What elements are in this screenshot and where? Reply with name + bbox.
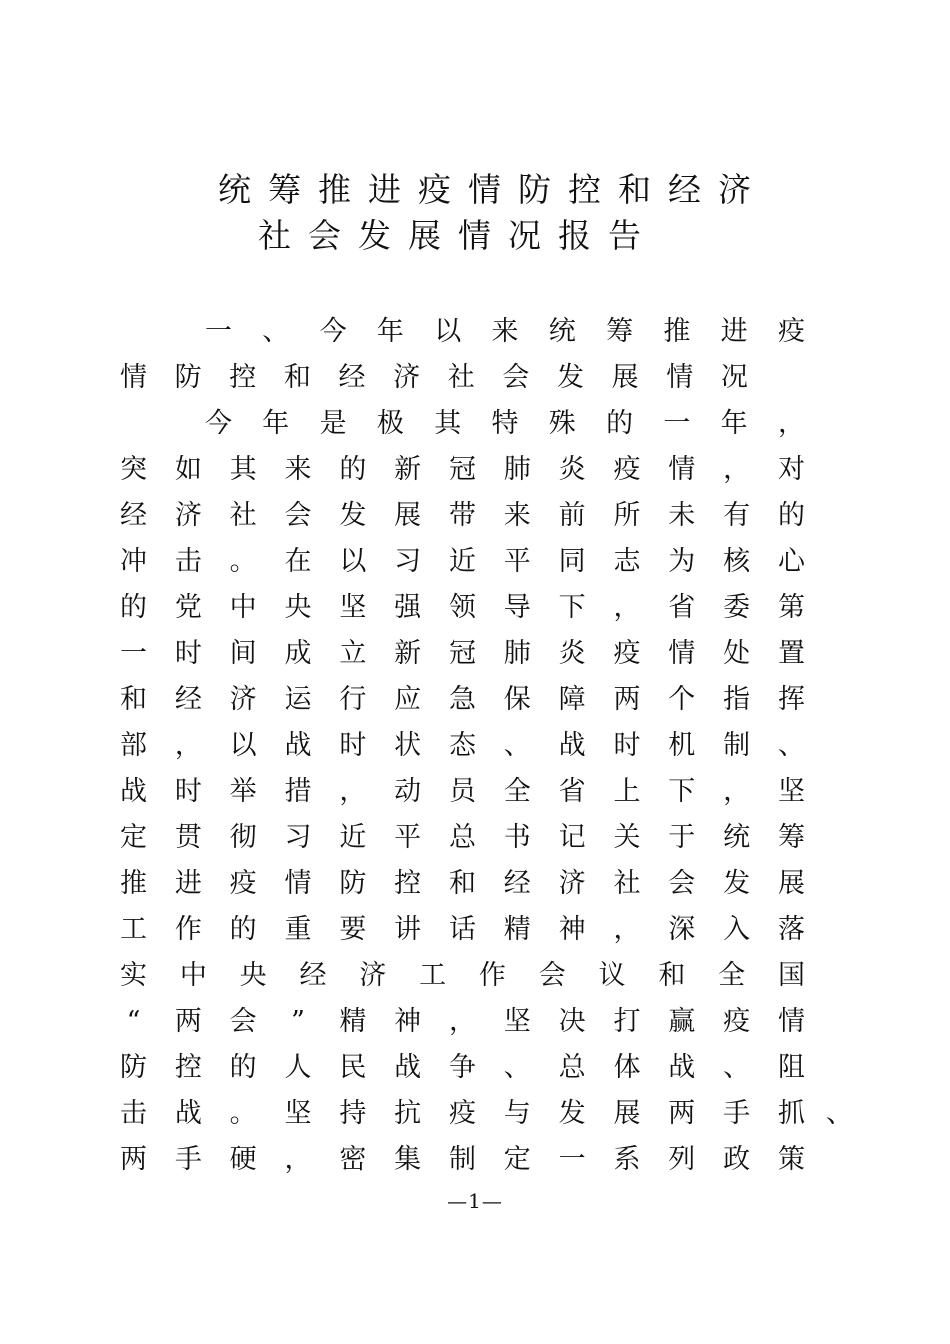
text-char: 一 <box>120 638 147 669</box>
text-char: 情 <box>666 362 694 393</box>
text-char: 打 <box>613 1006 641 1037</box>
text-char: 保 <box>503 684 531 715</box>
text-char: 急 <box>448 684 476 715</box>
text-char: 情 <box>120 362 147 393</box>
text-char: 省 <box>558 776 586 807</box>
text-char: ， <box>777 408 805 439</box>
text-char: 精 <box>339 1006 367 1037</box>
text-char: 情 <box>668 454 696 485</box>
text-char: 经 <box>120 500 147 531</box>
body-line <box>120 815 805 861</box>
text-char: 党 <box>174 592 202 623</box>
text-char: 彻 <box>229 822 257 853</box>
text-char: 民 <box>339 1052 367 1083</box>
text-char: 时 <box>174 638 202 669</box>
text-char: ， <box>723 776 751 807</box>
text-char: 工 <box>120 914 147 945</box>
text-char: 实 <box>120 960 147 991</box>
body-line <box>120 907 805 953</box>
text-char: 机 <box>668 730 696 761</box>
text-char: 的 <box>229 914 257 945</box>
text-char: 与 <box>503 1098 531 1129</box>
text-char: 疫 <box>448 1098 476 1129</box>
text-char: ， <box>339 776 367 807</box>
text-char: 两 <box>120 1144 147 1175</box>
text-char: 控 <box>174 1052 202 1083</box>
text-char: 坚 <box>503 1006 531 1037</box>
text-char: 炎 <box>558 454 586 485</box>
text-char: 动 <box>394 776 422 807</box>
body-line <box>120 1045 805 1091</box>
text-char: 筹 <box>777 822 805 853</box>
text-char: 落 <box>777 914 805 945</box>
text-char: 会 <box>284 500 312 531</box>
text-char: 成 <box>284 638 312 669</box>
text-char: “ <box>126 1006 141 1037</box>
title-line-1: 统筹推进疫情防控和经济 <box>218 170 768 209</box>
section-heading-line-1 <box>205 309 805 355</box>
text-char: 肺 <box>503 454 531 485</box>
text-char: 新 <box>394 454 422 485</box>
text-char: 神 <box>394 1006 422 1037</box>
text-char: 重 <box>284 914 312 945</box>
text-char: 人 <box>284 1052 312 1083</box>
text-char: 于 <box>668 822 696 853</box>
text-char: 推 <box>663 316 691 347</box>
text-char: 两 <box>613 684 641 715</box>
text-char: 发 <box>557 362 584 393</box>
text-char: 近 <box>448 546 476 577</box>
text-char: 关 <box>613 822 641 853</box>
text-char: 社 <box>613 868 641 899</box>
text-char: 会 <box>229 1006 257 1037</box>
text-char: 疫 <box>229 868 257 899</box>
text-char: ， <box>284 1144 312 1175</box>
body-line <box>120 631 805 677</box>
text-char: 经 <box>299 960 327 991</box>
text-char: 今 <box>205 408 232 439</box>
text-char: 会 <box>502 362 530 393</box>
page-number: —1— <box>447 1189 503 1213</box>
text-char: 障 <box>558 684 586 715</box>
text-char: 上 <box>613 776 641 807</box>
text-char: ， <box>723 454 751 485</box>
text-char: 未 <box>668 500 696 531</box>
text-char: 以 <box>229 730 257 761</box>
text-char: 志 <box>613 546 641 577</box>
text-char: 会 <box>538 960 566 991</box>
text-char: 济 <box>558 868 586 899</box>
text-char: 经 <box>338 362 366 393</box>
text-char: 深 <box>668 914 696 945</box>
text-char: 控 <box>394 868 422 899</box>
text-char: 战 <box>284 730 312 761</box>
text-char: 战 <box>120 776 147 807</box>
text-char: 有 <box>723 500 751 531</box>
text-char: 极 <box>376 408 404 439</box>
text-char: 战 <box>558 730 586 761</box>
body-line <box>120 585 805 631</box>
text-char: 新 <box>394 638 422 669</box>
text-char: 下 <box>558 592 586 623</box>
text-char: 硬 <box>229 1144 257 1175</box>
text-char: 作 <box>478 960 506 991</box>
text-char: 措 <box>284 776 312 807</box>
text-char: 在 <box>284 546 312 577</box>
text-char: 同 <box>558 546 586 577</box>
text-char: 其 <box>229 454 257 485</box>
text-char: 和 <box>448 868 476 899</box>
text-char: 两 <box>174 1006 202 1037</box>
text-char: 策 <box>777 1144 805 1175</box>
text-char: 坚 <box>284 1098 312 1129</box>
text-char: 来 <box>491 316 519 347</box>
text-char: 行 <box>339 684 367 715</box>
text-char: 导 <box>503 592 531 623</box>
text-char: 年 <box>262 408 290 439</box>
section-heading-line-2 <box>120 355 748 401</box>
body-line <box>120 723 805 769</box>
text-char: 要 <box>339 914 367 945</box>
text-char: 举 <box>229 776 257 807</box>
text-char: 的 <box>606 408 634 439</box>
text-char: 手 <box>174 1144 202 1175</box>
text-char: 抓 <box>777 1098 805 1129</box>
text-char: 时 <box>174 776 202 807</box>
text-char: 部 <box>120 730 147 761</box>
text-char: 全 <box>503 776 531 807</box>
text-char: 济 <box>393 362 421 393</box>
text-char: 的 <box>339 454 367 485</box>
text-char: 防 <box>120 1052 147 1083</box>
text-char: 以 <box>339 546 367 577</box>
text-char: 坚 <box>339 592 367 623</box>
text-char: 今 <box>319 316 347 347</box>
body-line <box>205 401 805 447</box>
text-char: 间 <box>229 638 257 669</box>
text-char: 央 <box>239 960 267 991</box>
text-char: 冠 <box>448 454 476 485</box>
text-char: 冲 <box>120 546 147 577</box>
text-char: 、 <box>777 730 805 761</box>
text-char: 前 <box>558 500 586 531</box>
text-char: 统 <box>723 822 751 853</box>
text-char: 总 <box>558 1052 586 1083</box>
body-line <box>120 1137 805 1183</box>
text-char: 体 <box>613 1052 641 1083</box>
text-char: 时 <box>613 730 641 761</box>
text-char: 强 <box>394 592 422 623</box>
text-char: 控 <box>229 362 257 393</box>
text-char: 时 <box>339 730 367 761</box>
text-char: 展 <box>394 500 422 531</box>
text-char: 突 <box>120 454 147 485</box>
text-char: 肺 <box>503 638 531 669</box>
text-char: 手 <box>723 1098 751 1129</box>
body-line <box>120 493 805 539</box>
text-char: 议 <box>598 960 626 991</box>
text-char: 济 <box>359 960 387 991</box>
text-char: 展 <box>777 868 805 899</box>
text-char: 政 <box>723 1144 751 1175</box>
text-char: 展 <box>613 1098 641 1129</box>
text-char: 入 <box>723 914 751 945</box>
text-char: 其 <box>434 408 462 439</box>
text-char: 记 <box>558 822 586 853</box>
text-char: 济 <box>174 500 202 531</box>
text-char: 书 <box>503 822 531 853</box>
text-char: 平 <box>503 546 531 577</box>
text-char: 殊 <box>548 408 576 439</box>
text-char: 济 <box>229 684 257 715</box>
text-char: 一 <box>558 1144 586 1175</box>
text-char: 立 <box>339 638 367 669</box>
text-char: 定 <box>120 822 147 853</box>
text-char: 习 <box>284 822 312 853</box>
text-char: 贯 <box>174 822 202 853</box>
text-char: 击 <box>174 546 202 577</box>
body-line <box>120 999 805 1045</box>
text-char: 系 <box>613 1144 641 1175</box>
text-char: 进 <box>720 316 748 347</box>
body-line <box>120 447 805 493</box>
text-char: 来 <box>503 500 531 531</box>
text-char: 击 <box>120 1098 147 1129</box>
text-char: 央 <box>284 592 312 623</box>
text-char: 。 <box>229 546 257 577</box>
text-char: 赢 <box>668 1006 696 1037</box>
text-char: 委 <box>723 592 751 623</box>
text-char: 推 <box>120 868 147 899</box>
text-char: 和 <box>283 362 311 393</box>
text-char: 的 <box>777 500 805 531</box>
text-char: 争 <box>448 1052 476 1083</box>
text-char: 社 <box>229 500 257 531</box>
text-char: 近 <box>339 822 367 853</box>
text-char: 疫 <box>723 1006 751 1037</box>
text-char: 制 <box>448 1144 476 1175</box>
text-char: ， <box>448 1006 476 1037</box>
text-char: 下 <box>668 776 696 807</box>
text-char: 挥 <box>777 684 805 715</box>
text-char: ， <box>174 730 202 761</box>
text-char: 态 <box>448 730 476 761</box>
body-line <box>120 539 805 585</box>
text-char: 情 <box>284 868 312 899</box>
text-char: 两 <box>668 1098 696 1129</box>
text-char: 、 <box>262 316 290 347</box>
text-char: 密 <box>339 1144 367 1175</box>
text-char: 讲 <box>394 914 422 945</box>
text-char: 决 <box>558 1006 586 1037</box>
text-char: 特 <box>491 408 519 439</box>
text-char: 进 <box>174 868 202 899</box>
text-char: 、 <box>723 1052 751 1083</box>
text-char: 处 <box>723 638 751 669</box>
text-char: 列 <box>668 1144 696 1175</box>
text-char: 筹 <box>606 316 634 347</box>
text-char: 第 <box>777 592 805 623</box>
text-char: 况 <box>720 362 748 393</box>
text-char: 习 <box>394 546 422 577</box>
text-char: 战 <box>394 1052 422 1083</box>
text-char: 展 <box>611 362 639 393</box>
body-line <box>120 953 805 999</box>
text-char: 年 <box>720 408 748 439</box>
text-char: 一 <box>663 408 691 439</box>
text-char: 状 <box>394 730 422 761</box>
text-char: 中 <box>229 592 257 623</box>
text-char: 心 <box>777 546 805 577</box>
text-char: 战 <box>668 1052 696 1083</box>
text-char: 疫 <box>777 316 805 347</box>
text-char: 会 <box>668 868 696 899</box>
text-char: 来 <box>284 454 312 485</box>
text-char: ， <box>613 914 641 945</box>
text-char: 经 <box>174 684 202 715</box>
text-char: 社 <box>447 362 475 393</box>
text-char: 的 <box>229 1052 257 1083</box>
text-char: 带 <box>448 500 476 531</box>
text-char: 中 <box>179 960 207 991</box>
text-char: 应 <box>394 684 422 715</box>
text-char: 集 <box>394 1144 422 1175</box>
text-char: 坚 <box>777 776 805 807</box>
text-char: 总 <box>448 822 476 853</box>
body-line <box>120 1091 805 1137</box>
text-char: 持 <box>339 1098 367 1129</box>
text-char: 一 <box>205 316 232 347</box>
text-char: 平 <box>394 822 422 853</box>
body-overflow-punctuation: 、 <box>826 1098 853 1129</box>
text-char: 发 <box>339 500 367 531</box>
text-char: 战 <box>174 1098 202 1129</box>
text-char: 发 <box>723 868 751 899</box>
text-char: 员 <box>448 776 476 807</box>
text-char: 定 <box>503 1144 531 1175</box>
text-char: 话 <box>448 914 476 945</box>
title-line-2: 社会发展情况报告 <box>258 216 658 255</box>
text-char: 全 <box>718 960 746 991</box>
text-char: 抗 <box>394 1098 422 1129</box>
body-line <box>120 677 805 723</box>
text-char: 。 <box>229 1098 257 1129</box>
text-char: 运 <box>284 684 312 715</box>
text-char: 领 <box>448 592 476 623</box>
text-char: 神 <box>558 914 586 945</box>
text-char: 防 <box>339 868 367 899</box>
text-char: 精 <box>503 914 531 945</box>
text-char: 制 <box>723 730 751 761</box>
text-char: 防 <box>174 362 202 393</box>
text-char: 和 <box>658 960 686 991</box>
text-char: 、 <box>503 730 531 761</box>
text-char: 经 <box>503 868 531 899</box>
text-char: 国 <box>777 960 805 991</box>
body-line <box>120 769 805 815</box>
text-char: 疫 <box>613 454 641 485</box>
text-char: 发 <box>558 1098 586 1129</box>
text-char: 阻 <box>777 1052 805 1083</box>
body-line <box>120 861 805 907</box>
text-char: 情 <box>668 638 696 669</box>
text-char: ， <box>613 592 641 623</box>
text-char: 个 <box>668 684 696 715</box>
text-char: 省 <box>668 592 696 623</box>
text-char: 统 <box>548 316 576 347</box>
text-char: 冠 <box>448 638 476 669</box>
text-char: 、 <box>503 1052 531 1083</box>
text-char: 对 <box>777 454 805 485</box>
text-char: 如 <box>174 454 202 485</box>
text-char: ” <box>291 1006 305 1037</box>
text-char: 和 <box>120 684 147 715</box>
text-char: 疫 <box>613 638 641 669</box>
text-char: 的 <box>120 592 147 623</box>
text-char: 核 <box>723 546 751 577</box>
text-char: 以 <box>434 316 462 347</box>
text-char: 是 <box>319 408 347 439</box>
text-char: 情 <box>777 1006 805 1037</box>
text-char: 作 <box>174 914 202 945</box>
text-char: 所 <box>613 500 641 531</box>
text-char: 置 <box>777 638 805 669</box>
text-char: 工 <box>419 960 447 991</box>
text-char: 为 <box>668 546 696 577</box>
text-char: 炎 <box>558 638 586 669</box>
text-char: 指 <box>723 684 751 715</box>
text-char: 年 <box>376 316 404 347</box>
